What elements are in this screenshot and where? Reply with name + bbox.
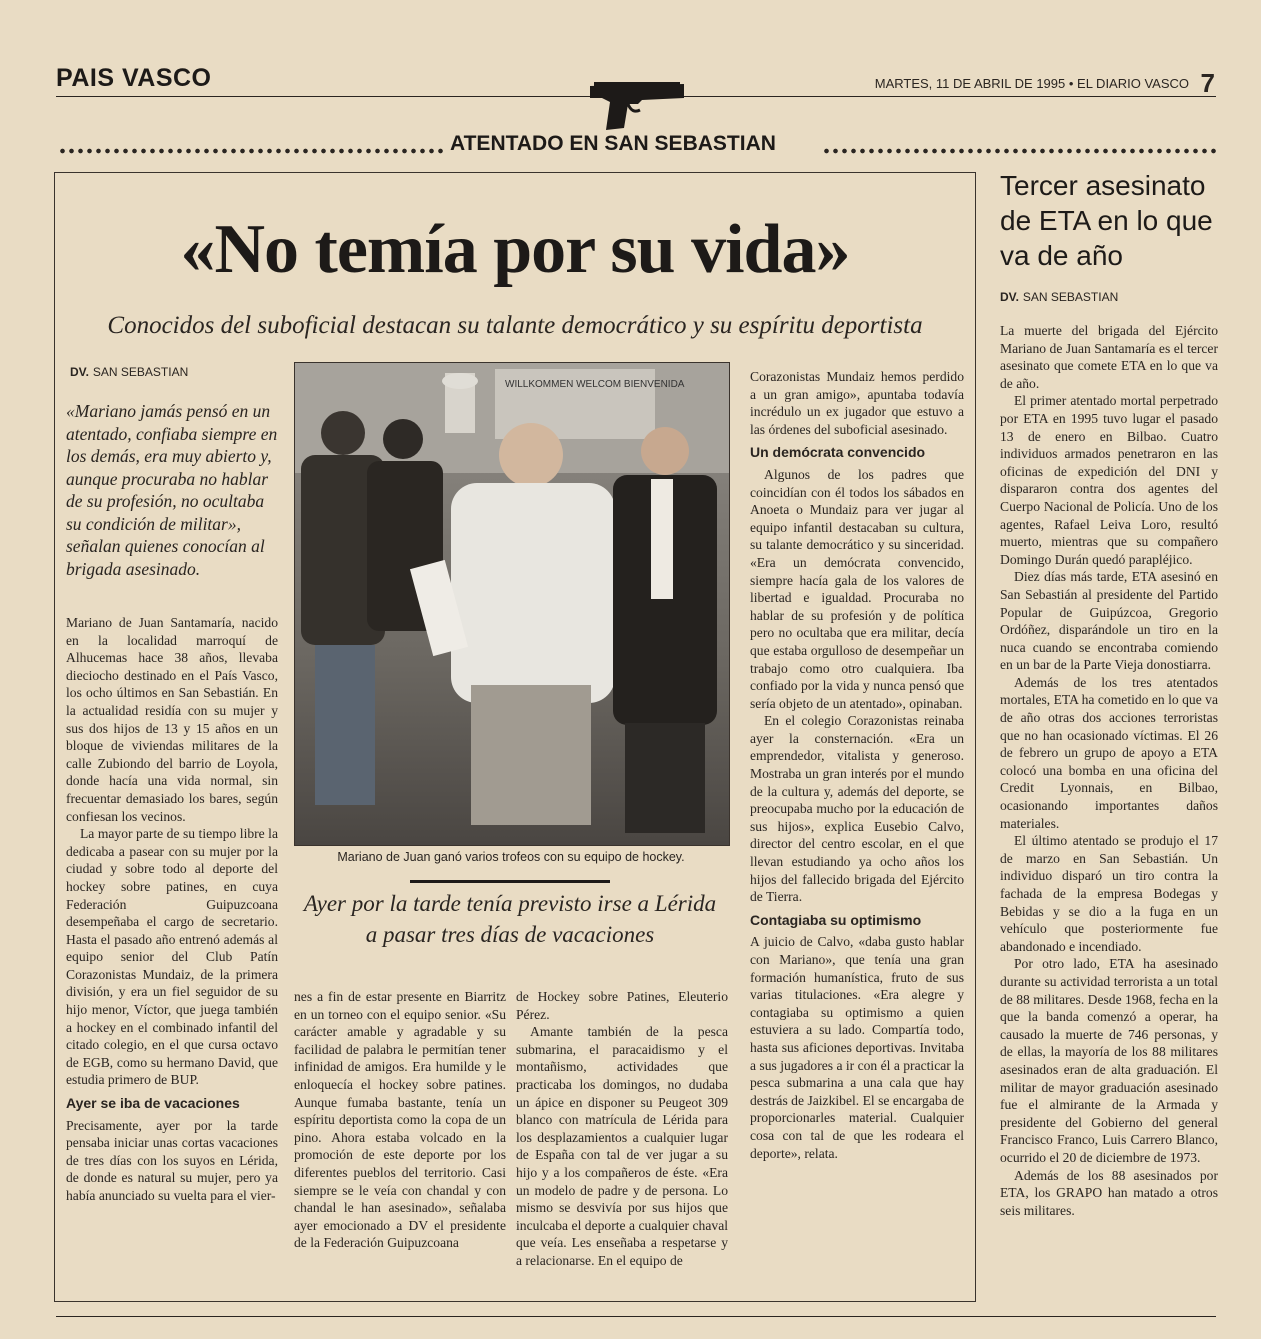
paragraph: de Hockey sobre Patines, Eleuterio Pérez. <box>516 989 728 1022</box>
hockey-team-photo <box>294 362 730 846</box>
byline-tag: DV. <box>70 365 89 379</box>
section-title: PAIS VASCO <box>56 64 212 92</box>
paragraph: Mariano de Juan Santamaría, nacido en la localidad marroquí de Alhucemas hace 38 años, llevaba dieciocho destinado en el País Vasco, los ocho últimos en San Sebastián. En la actualidad residía con su mujer y sus dos hijos de 13 y 15 años en un bloque de viviendas militares de la calle Zubiondo del barrio de Loyola, donde hacía una vida normal, sin frecuentar demasiado los bares, según confiesan los vecinos. <box>66 615 278 824</box>
sidebar-byline <box>1000 290 1118 304</box>
paragraph: A juicio de Calvo, «daba gusto hablar con Mariano», que tenía una gran formación humanística, fruto de sus varias titulaciones. «Era alegre y contagiaba su optimismo a quien estuviera a su lado. Compartía todo, hasta sus aficiones deportivas. Invitaba a sus jugadores a ir con él a practicar la pesca submarina a una cala que hay destrás de Jaizkibel. El se encargaba de proporcionarles material. Cualquier cosa con tal de que les rodeara el deporte», relata. <box>750 934 965 1161</box>
paragraph: Precisamente, ayer por la tarde pensaba iniciar unas cortas vacaciones de tres días con los suyos en Lérida, de donde es natural su mujer, pero ya había anunciado su vuelta para el vier- <box>66 1117 278 1203</box>
lead-quote: «Mariano jamás pensó en un atentado, confiaba siempre en los demás, era muy abierto y, aunque procuraba no hablar de su profesión, no ocultaba su condición de militar», señalan quienes conocían al brigada asesinado. <box>66 401 278 579</box>
paragraph: Por otro lado, ETA ha asesinado durante su actividad terrorista a un total de 88 militares. Desde 1968, fecha en la que la banda comenzó a operar, ha causado la muerte de 746 personas, y de ellas, la mayoría de los 88 militares asesinados eran de alta graduación. El militar de mayor graduación asesinado fue el almirante de la Armada y presidente del Gobierno del general Francisco Franco, Luis Carrero Blanco, ocurrido el 20 de diciembre de 1973. <box>1000 956 1218 1165</box>
paragraph: El primer atentado mortal perpetrado por ETA en 1995 tuvo lugar el pasado 13 de enero en Bilbao. Cuatro individuos armados penetraron en las oficinas de expedición del DNI y dispararon contra dos agentes del Cuerpo Nacional de Policía. Uno de los agentes, Rafael Leiva Loro, resultó muerto, mientras que su compañero Domingo Durán quedó parapléjico. <box>1000 393 1218 567</box>
paragraph: nes a fin de estar presente en Biarritz en un torneo con el equipo senior. «Su carácter amable y agradable y su facilidad de palabra le permitían tener infinidad de amigos. Era humilde y le enloquecía el hockey sobre patines. Aunque fumaba bastante, tenía un espíritu deportista como la copa de un pino. Ahora estaba volcado en la promoción de este deporte por los diferentes pueblos del territorio. Casi siempre se le veía con chandal y con chandal le han asesinado», señalaba ayer emocionado a DV el presidente de la Federación Guipuzcoana <box>294 989 506 1251</box>
paragraph: El último atentado se produjo el 17 de marzo en San Sebastián. Un individuo disparó un tiro contra la fachada de la empresa Bodegas y Bebidas y se dio a la fuga en un vehículo que posteriormente fue abandonado e incendiado. <box>1000 833 1218 954</box>
paragraph: Amante también de la pesca submarina, el paracaidismo y el montañismo, actividades que practicaba los domingos, no dudaba un ápice en disponer su Peugeot 309 blanco con matrícula de Lérida para los desplazamientos a cualquier lugar de España con tal de ver jugar a su hijo y a los compañeros de éste. «Era un modelo de padre y de persona. Lo mismo se desvivía por sus hijos que inculcaba el deporte a cualquier chaval que veía. Les enseñaba a respetarse y a relacionarse. En el equipo de <box>516 1024 728 1268</box>
column-2 <box>294 988 506 1252</box>
column-3 <box>516 988 728 1270</box>
photo-caption: Mariano de Juan ganó varios trofeos con su equipo de hockey. <box>337 850 685 864</box>
dateline: MARTES, 11 DE ABRIL DE 1995 • EL DIARIO VASCO <box>874 76 1189 91</box>
pullquote-rule <box>410 880 610 883</box>
subheadline: Conocidos del suboficial destacan su talante democrático y su espíritu deportista <box>107 312 923 339</box>
main-byline <box>70 365 188 379</box>
paragraph: Algunos de los padres que coincidían con él todos los sábados en Anoeta o Mundaiz para ver jugar al equipo infantil destacaban su cultura, su talante democrático y su sinceridad. «Era un demócrata convencido, siempre hacía gala de los valores de libertad e igualdad. Procuraba no hablar de su profesión y de política pero no ocultaba que era militar, decía que estaba orgulloso de desempeñar un trabajo como otro cualquiera. Iba confiado por la vida y nunca pensó que sería objeto de un atentado», opinaban. <box>750 466 964 711</box>
kicker-dots-left <box>58 148 444 154</box>
paragraph: La mayor parte de su tiempo libre la dedicaba a pasear con su mujer por la ciudad y sobre todo al deporte del hockey sobre patines, en cuya Federación Guipuzcoana desempeñaba el cargo de secretario. Hasta el pasado año entrenó además al equipo senior del Club Patín Corazonistas Mundaiz, de la primera división, y era un fiel seguidor de su hijo menor, Víctor, que juega también a hockey en el combinado infantil del citado colegio, en el que cursa octavo de EGB, como su hermano David, que estudia primero de BUP. <box>66 826 278 1088</box>
paragraph: Además de los 88 asesinados por ETA, los GRAPO han matado a otros seis militares. <box>1000 1167 1218 1218</box>
paragraph: Además de los tres atentados mortales, ETA ha cometido en lo que va de año otras dos acciones terroristas que no han ocasionado víctimas. El 26 de febrero un grupo de apoyo a ETA colocó una bomba en una oficina del Credit Lyonnais, en Bilbao, ocasionando importantes daños materiales. <box>1000 674 1218 831</box>
pistol-icon <box>584 74 688 136</box>
byline-tag: DV. <box>1000 290 1019 304</box>
column-1 <box>66 614 278 1205</box>
paragraph: En el colegio Corazonistas reinaba ayer la consternación. «Era un emprendedor, vitalista y generoso. Mostraba un gran interés por el mundo de la cultura y, además del deporte, se preocupaba mucho por la educación de sus hijos», explica Eusebio Calvo, director del centro escolar, en el que llevan estudiando ya ocho años los hijos del fallecido brigada del Ejército de Tierra. <box>750 713 964 905</box>
byline-place: SAN SEBASTIAN <box>1022 290 1119 304</box>
photo-illustration <box>295 363 729 845</box>
kicker: ATENTADO EN SAN SEBASTIAN <box>450 132 776 155</box>
subheading: Un demócrata convencido <box>750 444 926 461</box>
page-number: 7 <box>1200 68 1215 98</box>
subheading: Ayer se iba de vacaciones <box>66 1095 240 1112</box>
subheading: Contagiaba su optimismo <box>750 911 922 928</box>
byline-place: SAN SEBASTIAN <box>92 365 189 379</box>
sidebar-headline: Tercer asesinato de ETA en lo que va de año <box>1000 170 1213 271</box>
sidebar-column <box>1000 322 1218 1219</box>
paragraph: Diez días más tarde, ETA asesinó en San Sebastián al presidente del Partido Popular de Guipúzcoa, Gregorio Ordóñez, disparándole un tiro en la nuca cuando se encontraba comiendo en un bar de la Parte Vieja donostiarra. <box>1000 569 1218 673</box>
photo-banner-text: WILLKOMMEN WELCOM BIENVENIDA <box>505 379 685 390</box>
column-4 <box>750 368 964 1162</box>
footer-rule <box>56 1316 1216 1317</box>
paragraph: La muerte del brigada del Ejército Mariano de Juan Santamaría es el tercer asesinato que comete ETA en lo que va de año. <box>1000 323 1218 391</box>
headline: «No temía por su vida» <box>180 211 850 288</box>
paragraph: Corazonistas Mundaiz hemos perdido a un gran amigo», apuntaba todavía incrédulo un ex jugador que estuvo a las órdenes del suboficial asesinado. <box>750 369 964 437</box>
kicker-dots-right <box>822 148 1216 154</box>
pullquote: Ayer por la tarde tenía previsto irse a Lérida a pasar tres días de vacaciones <box>303 891 717 947</box>
